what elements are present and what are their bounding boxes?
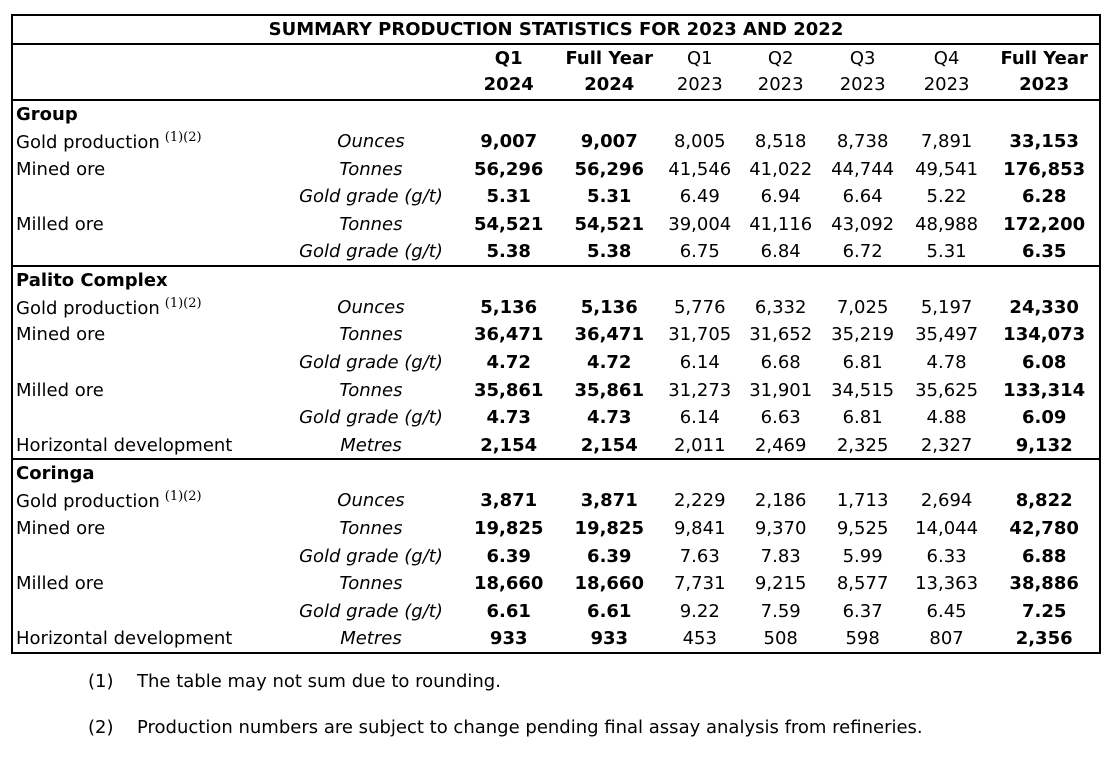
value-cell: 2,325 [836, 434, 889, 456]
value-cell: 5.38 [486, 241, 531, 263]
row-label [12, 183, 283, 211]
table-row [12, 404, 1100, 432]
unit-label: Gold grade (g/t) [299, 352, 443, 374]
column-header-text: Q4 [933, 48, 960, 69]
section-row-group [12, 100, 1100, 128]
value-cell: 9,525 [836, 517, 889, 539]
footnote-reference: (1)(2) [164, 489, 202, 505]
value-cell: 6.39 [486, 545, 531, 567]
value-cell: 7,891 [920, 130, 973, 152]
value-cell: 35,861 [473, 379, 544, 401]
value-cell: 1,713 [836, 490, 889, 512]
table-row [12, 432, 1100, 460]
value-cell: 41,022 [749, 158, 813, 180]
table-row [12, 238, 1100, 266]
value-cell: 5,136 [480, 296, 538, 318]
unit-label: Gold grade (g/t) [299, 600, 443, 622]
value-cell: 19,825 [574, 517, 644, 539]
unit-label: Metres [340, 434, 402, 456]
column-header-text: 2023 [923, 74, 970, 95]
value-cell: 6,332 [754, 296, 807, 318]
row-label [12, 570, 283, 598]
section-row-palito-complex [12, 266, 1100, 294]
row-label [12, 293, 283, 321]
column-header-text: Q1 [494, 48, 523, 69]
table-row [12, 183, 1100, 211]
value-cell: 2,154 [480, 434, 538, 456]
column-header-text: Full Year [1000, 48, 1088, 69]
row-label [12, 598, 283, 626]
row-label-text: Mined ore [16, 517, 106, 539]
value-cell: 35,219 [831, 324, 895, 346]
value-cell: 4.73 [486, 407, 531, 429]
table-row [12, 515, 1100, 543]
value-cell: 35,625 [915, 379, 979, 401]
value-cell: 133,314 [1003, 379, 1086, 401]
value-cell: 3,871 [480, 490, 538, 512]
value-cell: 7,731 [673, 573, 726, 595]
footnote-text: Production numbers are subject to change pending final assay analysis from refineries. [137, 717, 923, 738]
value-cell: 5,136 [580, 296, 638, 318]
value-cell: 2,356 [1015, 627, 1073, 649]
value-cell: 41,546 [668, 158, 732, 180]
row-label [12, 349, 283, 377]
unit-label: Gold grade (g/t) [299, 545, 443, 567]
value-cell: 48,988 [915, 213, 979, 235]
row-label-text: Milled ore [16, 573, 104, 595]
value-cell: 35,497 [915, 324, 979, 346]
value-cell: 33,153 [1009, 130, 1079, 152]
value-cell: 134,073 [1003, 324, 1086, 346]
footnote-marker: (1) [88, 671, 114, 692]
value-cell: 5.22 [926, 186, 967, 208]
value-cell: 3,871 [580, 490, 638, 512]
unit-label: Metres [340, 627, 402, 649]
table-row [12, 321, 1100, 349]
column-header-text: 2023 [1019, 74, 1070, 95]
footnote-reference: (1)(2) [164, 295, 202, 311]
column-header-q3-2023 [821, 44, 903, 100]
column-header-text: Q2 [767, 48, 794, 69]
row-label [12, 542, 283, 570]
row-label-text: Horizontal development [16, 434, 233, 456]
row-label [12, 211, 283, 239]
value-cell: 2,186 [754, 490, 807, 512]
value-cell: 5.38 [587, 241, 632, 263]
value-cell: 6.61 [587, 600, 632, 622]
section-row-coringa [12, 459, 1100, 487]
row-label [12, 128, 283, 156]
value-cell: 44,744 [831, 158, 895, 180]
value-cell: 18,660 [473, 573, 544, 595]
value-cell: 6.88 [1021, 545, 1067, 567]
value-cell: 6.81 [842, 352, 883, 374]
value-cell: 36,471 [473, 324, 544, 346]
value-cell: 6.75 [679, 241, 720, 263]
value-cell: 9,841 [673, 517, 726, 539]
value-cell: 13,363 [915, 573, 979, 595]
value-cell: 9,007 [580, 130, 638, 152]
value-cell: 36,471 [574, 324, 644, 346]
column-header-row [12, 44, 1100, 100]
table-row [12, 487, 1100, 515]
unit-label: Gold grade (g/t) [299, 186, 443, 208]
value-cell: 8,738 [836, 130, 889, 152]
value-cell: 5,776 [673, 296, 726, 318]
column-header-empty [283, 44, 458, 100]
footnote-1 [88, 671, 923, 693]
column-header-q2-2023 [740, 44, 821, 100]
column-header-text: 2023 [757, 74, 804, 95]
value-cell: 19,825 [473, 517, 544, 539]
value-cell: 6.33 [926, 545, 967, 567]
value-cell: 18,660 [574, 573, 644, 595]
row-label-text: Milled ore [16, 213, 104, 235]
value-cell: 5.31 [926, 241, 967, 263]
column-header-text: Q3 [849, 48, 876, 69]
table-row [12, 570, 1100, 598]
table-row [12, 542, 1100, 570]
footnote-marker: (2) [88, 717, 114, 738]
footnote-reference: (1)(2) [164, 129, 202, 145]
value-cell: 34,515 [831, 379, 895, 401]
column-header-text: 2023 [676, 74, 723, 95]
value-cell: 6.14 [679, 407, 720, 429]
value-cell: 31,901 [749, 379, 813, 401]
row-label-text: Mined ore [16, 324, 106, 346]
unit-label: Tonnes [339, 158, 403, 180]
value-cell: 6.61 [486, 600, 531, 622]
column-header-empty [12, 44, 283, 100]
value-cell: 6.49 [679, 186, 720, 208]
column-header-text: 2024 [584, 74, 635, 95]
footnote-2 [88, 717, 923, 739]
column-header-text: Full Year [565, 48, 653, 69]
row-label-text: Gold production [16, 131, 160, 153]
unit-label: Tonnes [339, 517, 403, 539]
value-cell: 2,229 [673, 490, 726, 512]
unit-label: Tonnes [339, 379, 403, 401]
value-cell: 41,116 [749, 213, 813, 235]
value-cell: 2,011 [673, 434, 726, 456]
unit-label: Gold grade (g/t) [299, 241, 443, 263]
column-header-full-year-2024 [559, 44, 660, 100]
row-label [12, 155, 283, 183]
value-cell: 9,132 [1015, 434, 1073, 456]
row-label [12, 404, 283, 432]
row-label [12, 625, 283, 653]
value-cell: 31,705 [668, 324, 732, 346]
value-cell: 39,004 [668, 213, 732, 235]
value-cell: 933 [590, 627, 629, 649]
unit-label: Tonnes [339, 573, 403, 595]
row-label-text: Mined ore [16, 158, 106, 180]
column-header-q4-2023 [904, 44, 989, 100]
value-cell: 54,521 [473, 213, 544, 235]
value-cell: 2,694 [920, 490, 973, 512]
value-cell: 6.68 [760, 352, 801, 374]
footnote-text: The table may not sum due to rounding. [137, 671, 501, 692]
value-cell: 8,822 [1015, 490, 1073, 512]
value-cell: 508 [763, 627, 798, 649]
value-cell: 6.37 [842, 600, 883, 622]
production-statistics-table [11, 14, 1101, 654]
row-label [12, 487, 283, 515]
column-header-q1-2023 [660, 44, 740, 100]
value-cell: 6.84 [760, 241, 801, 263]
value-cell: 5.99 [842, 545, 883, 567]
value-cell: 24,330 [1009, 296, 1079, 318]
value-cell: 2,469 [754, 434, 807, 456]
value-cell: 4.88 [926, 407, 967, 429]
row-label [12, 321, 283, 349]
section-name: Coringa [12, 459, 1100, 487]
column-header-text: 2024 [483, 74, 534, 95]
value-cell: 6.09 [1021, 407, 1067, 429]
unit-label: Ounces [337, 296, 405, 318]
table-row [12, 598, 1100, 626]
value-cell: 7.59 [760, 600, 801, 622]
table-title: SUMMARY PRODUCTION STATISTICS FOR 2023 AND 2022 [12, 15, 1100, 44]
unit-label: Tonnes [339, 213, 403, 235]
value-cell: 56,296 [473, 158, 544, 180]
value-cell: 453 [682, 627, 717, 649]
value-cell: 6.28 [1021, 186, 1067, 208]
row-label-text: Gold production [16, 491, 160, 513]
value-cell: 4.73 [587, 407, 632, 429]
value-cell: 43,092 [831, 213, 895, 235]
value-cell: 9,007 [480, 130, 538, 152]
table-row [12, 376, 1100, 404]
value-cell: 4.72 [486, 352, 531, 374]
value-cell: 7.63 [679, 545, 720, 567]
value-cell: 5,197 [920, 296, 973, 318]
column-header-text: Q1 [686, 48, 713, 69]
table-body [12, 100, 1100, 653]
value-cell: 4.72 [587, 352, 632, 374]
value-cell: 6.45 [926, 600, 967, 622]
value-cell: 54,521 [574, 213, 644, 235]
unit-label: Tonnes [339, 324, 403, 346]
table-row [12, 293, 1100, 321]
table-row [12, 128, 1100, 156]
section-name: Palito Complex [12, 266, 1100, 294]
value-cell: 6.63 [760, 407, 801, 429]
value-cell: 31,273 [668, 379, 732, 401]
value-cell: 38,886 [1009, 573, 1079, 595]
value-cell: 6.14 [679, 352, 720, 374]
value-cell: 7.25 [1021, 600, 1067, 622]
row-label [12, 432, 283, 460]
row-label [12, 238, 283, 266]
value-cell: 6.81 [842, 407, 883, 429]
value-cell: 4.78 [926, 352, 967, 374]
value-cell: 6.94 [760, 186, 801, 208]
table-row [12, 155, 1100, 183]
section-name: Group [16, 103, 78, 125]
row-label-text: Horizontal development [16, 627, 233, 649]
value-cell: 8,518 [754, 130, 807, 152]
value-cell: 2,327 [920, 434, 973, 456]
value-cell: 7,025 [836, 296, 889, 318]
column-header-text: 2023 [839, 74, 886, 95]
value-cell: 8,577 [836, 573, 889, 595]
unit-label: Gold grade (g/t) [299, 407, 443, 429]
value-cell: 5.31 [486, 186, 531, 208]
value-cell: 8,005 [673, 130, 726, 152]
value-cell: 6.39 [587, 545, 632, 567]
value-cell: 176,853 [1003, 158, 1086, 180]
column-header-q1-2024 [458, 44, 559, 100]
row-label [12, 515, 283, 543]
value-cell: 49,541 [915, 158, 979, 180]
value-cell: 9,370 [754, 517, 807, 539]
value-cell: 14,044 [915, 517, 979, 539]
value-cell: 9.22 [679, 600, 720, 622]
value-cell: 31,652 [749, 324, 813, 346]
title-row [12, 15, 1100, 44]
value-cell: 5.31 [587, 186, 632, 208]
table-row [12, 211, 1100, 239]
row-label [12, 376, 283, 404]
value-cell: 56,296 [574, 158, 644, 180]
unit-label: Ounces [337, 490, 405, 512]
table-row [12, 625, 1100, 653]
table-row [12, 349, 1100, 377]
row-label-text: Gold production [16, 297, 160, 319]
value-cell: 807 [929, 627, 964, 649]
value-cell: 42,780 [1009, 517, 1079, 539]
value-cell: 6.35 [1021, 241, 1067, 263]
value-cell: 35,861 [574, 379, 644, 401]
value-cell: 7.83 [760, 545, 801, 567]
value-cell: 6.64 [842, 186, 883, 208]
value-cell: 172,200 [1003, 213, 1086, 235]
value-cell: 6.72 [842, 241, 883, 263]
footnotes [88, 671, 923, 763]
value-cell: 6.08 [1021, 352, 1067, 374]
value-cell: 598 [845, 627, 880, 649]
unit-label: Ounces [337, 130, 405, 152]
value-cell: 2,154 [580, 434, 638, 456]
value-cell: 933 [489, 627, 528, 649]
value-cell: 9,215 [754, 573, 807, 595]
row-label-text: Milled ore [16, 379, 104, 401]
column-header-full-year-2023 [989, 44, 1100, 100]
